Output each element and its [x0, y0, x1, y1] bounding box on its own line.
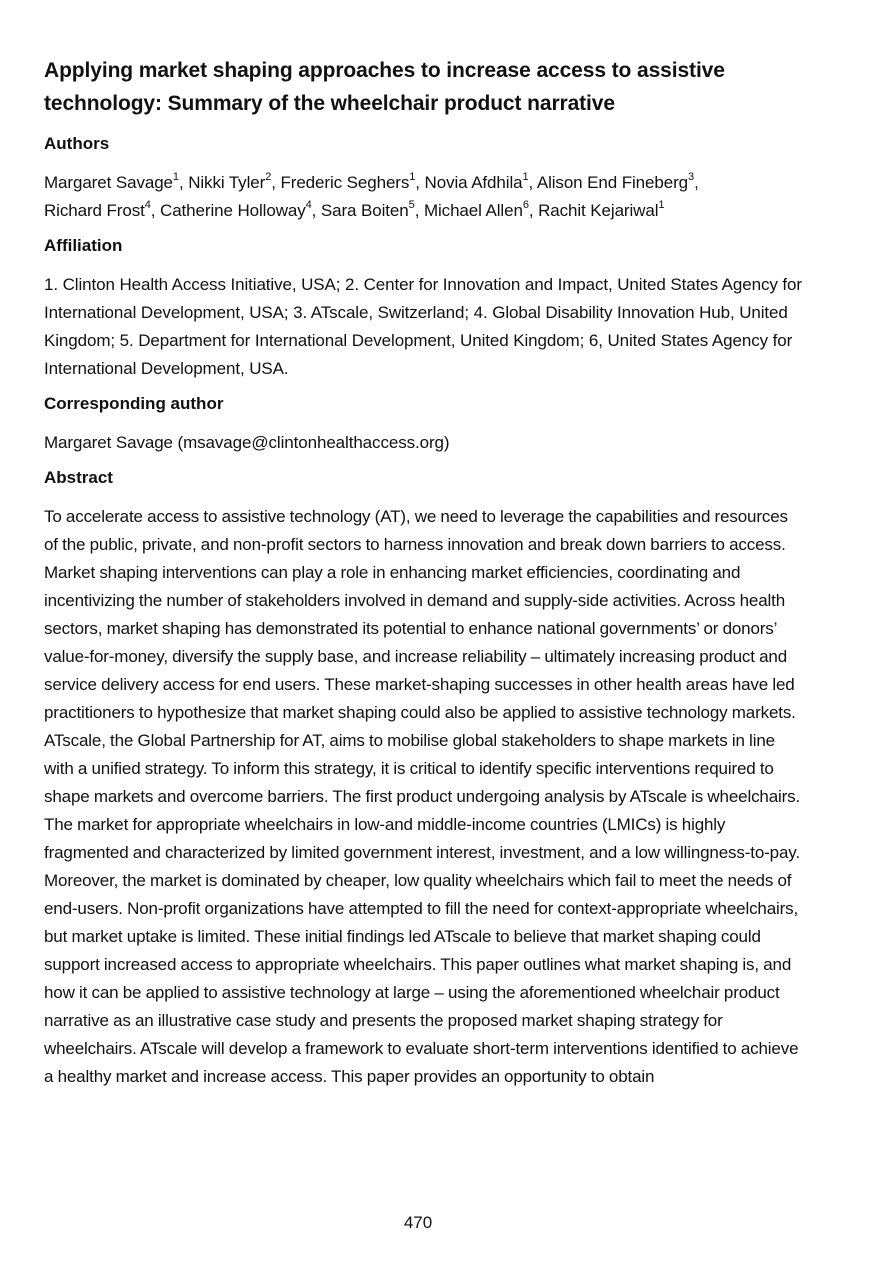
author: Nikki Tyler$^2$: [188, 171, 272, 192]
author-list: Margaret Savage$^1$, Nikki Tyler$^2$, Frederic Seghers$^1$, Novia Afdhila$^1$, Alison End Fineberg$^3$, Richard Frost$^4$, Catherine Holloway$^4$, Sara Boiten$^5$, Michael Allen$^6$, Rachit Kejariwal$^1$: [44, 171, 699, 220]
paper-page: [44, 54, 804, 1091]
author: Margaret Savage$^1$: [44, 171, 179, 192]
paper-title: Applying market shaping approaches to increase access to assistive technology: Summary of the wheelchair product narrative: [44, 59, 725, 115]
abstract-heading: Abstract: [44, 468, 113, 487]
author: Rachit Kejariwal$^1$: [538, 199, 665, 220]
author: Alison End Fineberg$^3$: [536, 171, 695, 192]
affiliation-heading: Affiliation: [44, 236, 123, 255]
corresponding-author-text: Margaret Savage (msavage@clintonhealthaccess.org): [44, 433, 450, 452]
authors-heading: Authors: [44, 134, 110, 153]
author: Richard Frost$^4$: [44, 199, 151, 220]
author: Frederic Seghers$^1$: [280, 171, 416, 192]
page-number: 470: [403, 1213, 433, 1232]
corresponding-author-heading: Corresponding author: [44, 394, 224, 413]
author: Michael Allen$^6$: [423, 199, 529, 220]
author: Novia Afdhila$^1$: [424, 171, 529, 192]
author: Sara Boiten$^5$: [320, 199, 415, 220]
affiliation-text: 1. Clinton Health Access Initiative, USA; 2. Center for Innovation and Impact, United States Agency for International Development, USA; 3. ATscale, Switzerland; 4. Global Disability Innovation Hub, United Kingdom; 5. Department for International Development, United Kingdom; 6, United States Agency for International Development, USA.: [44, 275, 802, 378]
author: Catherine Holloway$^4$: [160, 199, 312, 220]
abstract-text: To accelerate access to assistive technology (AT), we need to leverage the capabilities and resources of the public, private, and non-profit sectors to harness innovation and break down barriers to access. Market shaping interventions can play a role in enhancing market efficiencies, coordinating and incentivizing the number of stakeholders involved in demand and supply-side activities. Across health sectors, market shaping has demonstrated its potential to enhance national governments’ or donors’ value-for-money, diversify the supply base, and increase reliability – ultimately increasing product and service delivery access for end users. These market-shaping successes in other health areas have led practitioners to hypothesize that market shaping could also be applied to assistive technology markets. ATscale, the Global Partnership for AT, aims to mobilise global stakeholders to shape markets in line with a unified strategy. To inform this strategy, it is critical to identify specific interventions required to shape markets and overcome barriers. The first product undergoing analysis by ATscale is wheelchairs. The market for appropriate wheelchairs in low-and middle-income countries (LMICs) is highly fragmented and characterized by limited government interest, investment, and a low willingness-to-pay. Moreover, the market is dominated by cheaper, low quality wheelchairs which fail to meet the needs of end-users. Non-profit organizations have attempted to fill the need for context-appropriate wheelchairs, but market uptake is limited. These initial findings led ATscale to believe that market shaping could support increased access to appropriate wheelchairs. This paper outlines what market shaping is, and how it can be applied to assistive technology at large – using the aforementioned wheelchair product narrative as an illustrative case study and presents the proposed market shaping strategy for wheelchairs. ATscale will develop a framework to evaluate short-term interventions identified to achieve a healthy market and increase access. This paper provides an opportunity to obtain: [44, 507, 801, 1086]
